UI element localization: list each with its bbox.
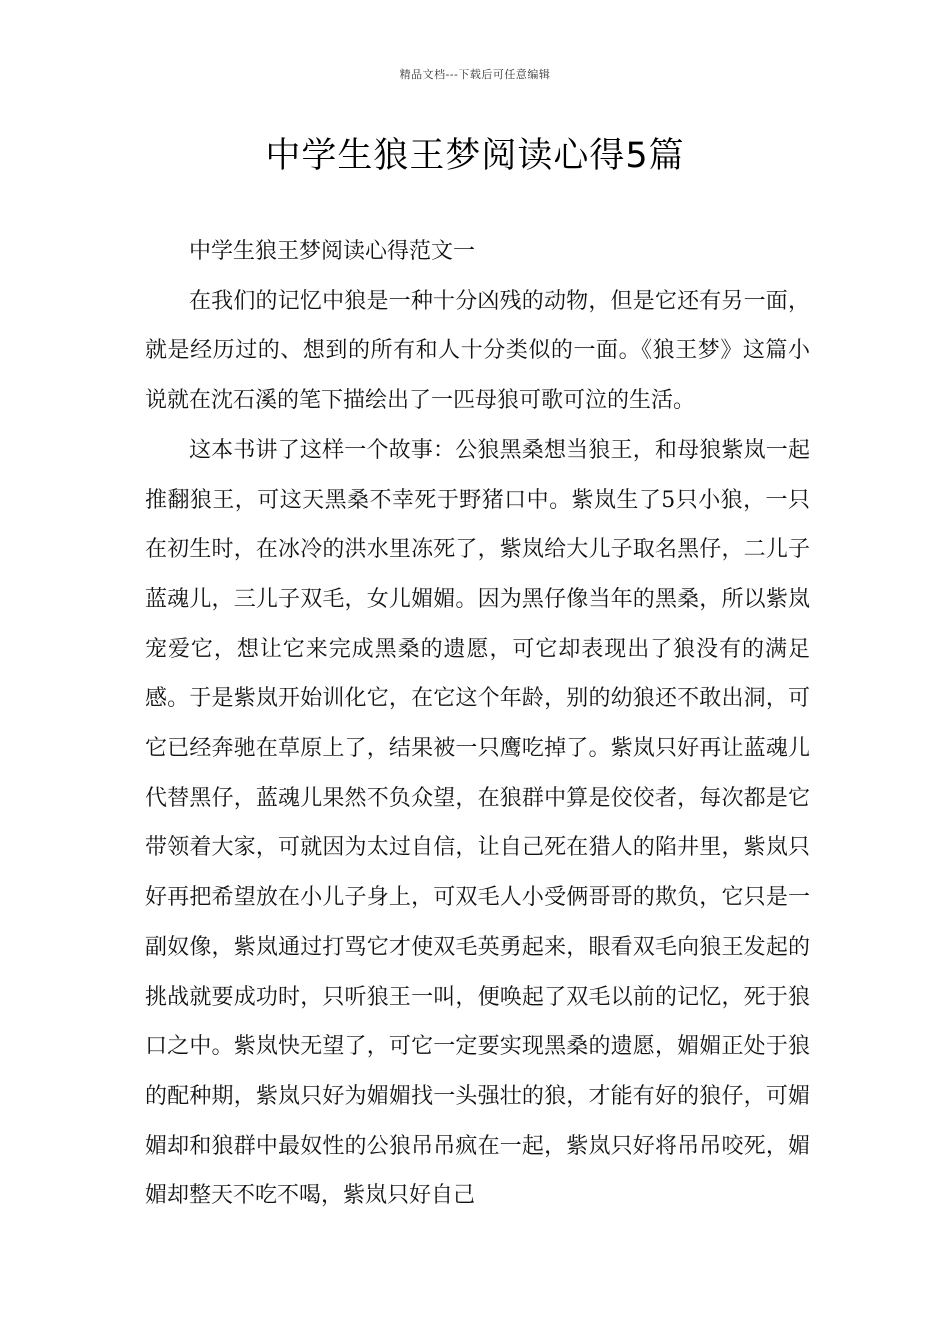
document-title: 中学生狼王梦阅读心得5篇 (265, 136, 685, 176)
paragraph: 这本书讲了这样一个故事：公狼黑桑想当狼王，和母狼紫岚一起推翻狼王，可这天黑桑不幸死于野猪口中。紫岚生了5只小狼，一只在初生时，在冰冷的洪水里冻死了，紫岚给大儿子取名黑仔，二儿子蓝魂儿，三儿子双毛，女儿媚媚。因为黑仔像当年的黑桑，所以紫岚宠爱它，想让它来完成黑桑的遗愿，可它却表现出了狼没有的满足感。于是紫岚开始训化它，在它这个年龄，别的幼狼还不敢出洞，可它已经奔驰在草原上了，结果被一只鹰吃掉了。紫岚只好再让蓝魂儿代替黑仔，蓝魂儿果然不负众望，在狼群中算是佼佼者，每次都是它带领着大家，可就因为太过自信，让自己死在猎人的陷井里，紫岚只好再把希望放在小儿子身上，可双毛人小受俩哥哥的欺负，它只是一副奴像，紫岚通过打骂它才使双毛英勇起来，眼看双毛向狼王发起的挑战就要成功时，只听狼王一叫，便唤起了双毛以前的记忆，死于狼口之中。紫岚快无望了，可它一定要实现黑桑的遗愿，媚媚正处于狼的配种期，紫岚只好为媚媚找一头强壮的狼，才能有好的狼仔，可媚媚却和狼群中最奴性的公狼吊吊疯在一起，紫岚只好将吊吊咬死，媚媚却整天不吃不喝，紫岚只好自己 (145, 437, 810, 1209)
section-heading: 中学生狼王梦阅读心得范文一 (189, 239, 476, 264)
document-body (145, 227, 810, 1221)
header-note: 精品文档---下载后可任意编辑 (399, 68, 551, 81)
paragraph: 在我们的记忆中狼是一种十分凶残的动物，但是它还有另一面，就是经历过的、想到的所有和人十分类似的一面。《狼王梦》这篇小说就在沈石溪的笔下描绘出了一匹母狼可歌可泣的生活。 (145, 288, 810, 414)
